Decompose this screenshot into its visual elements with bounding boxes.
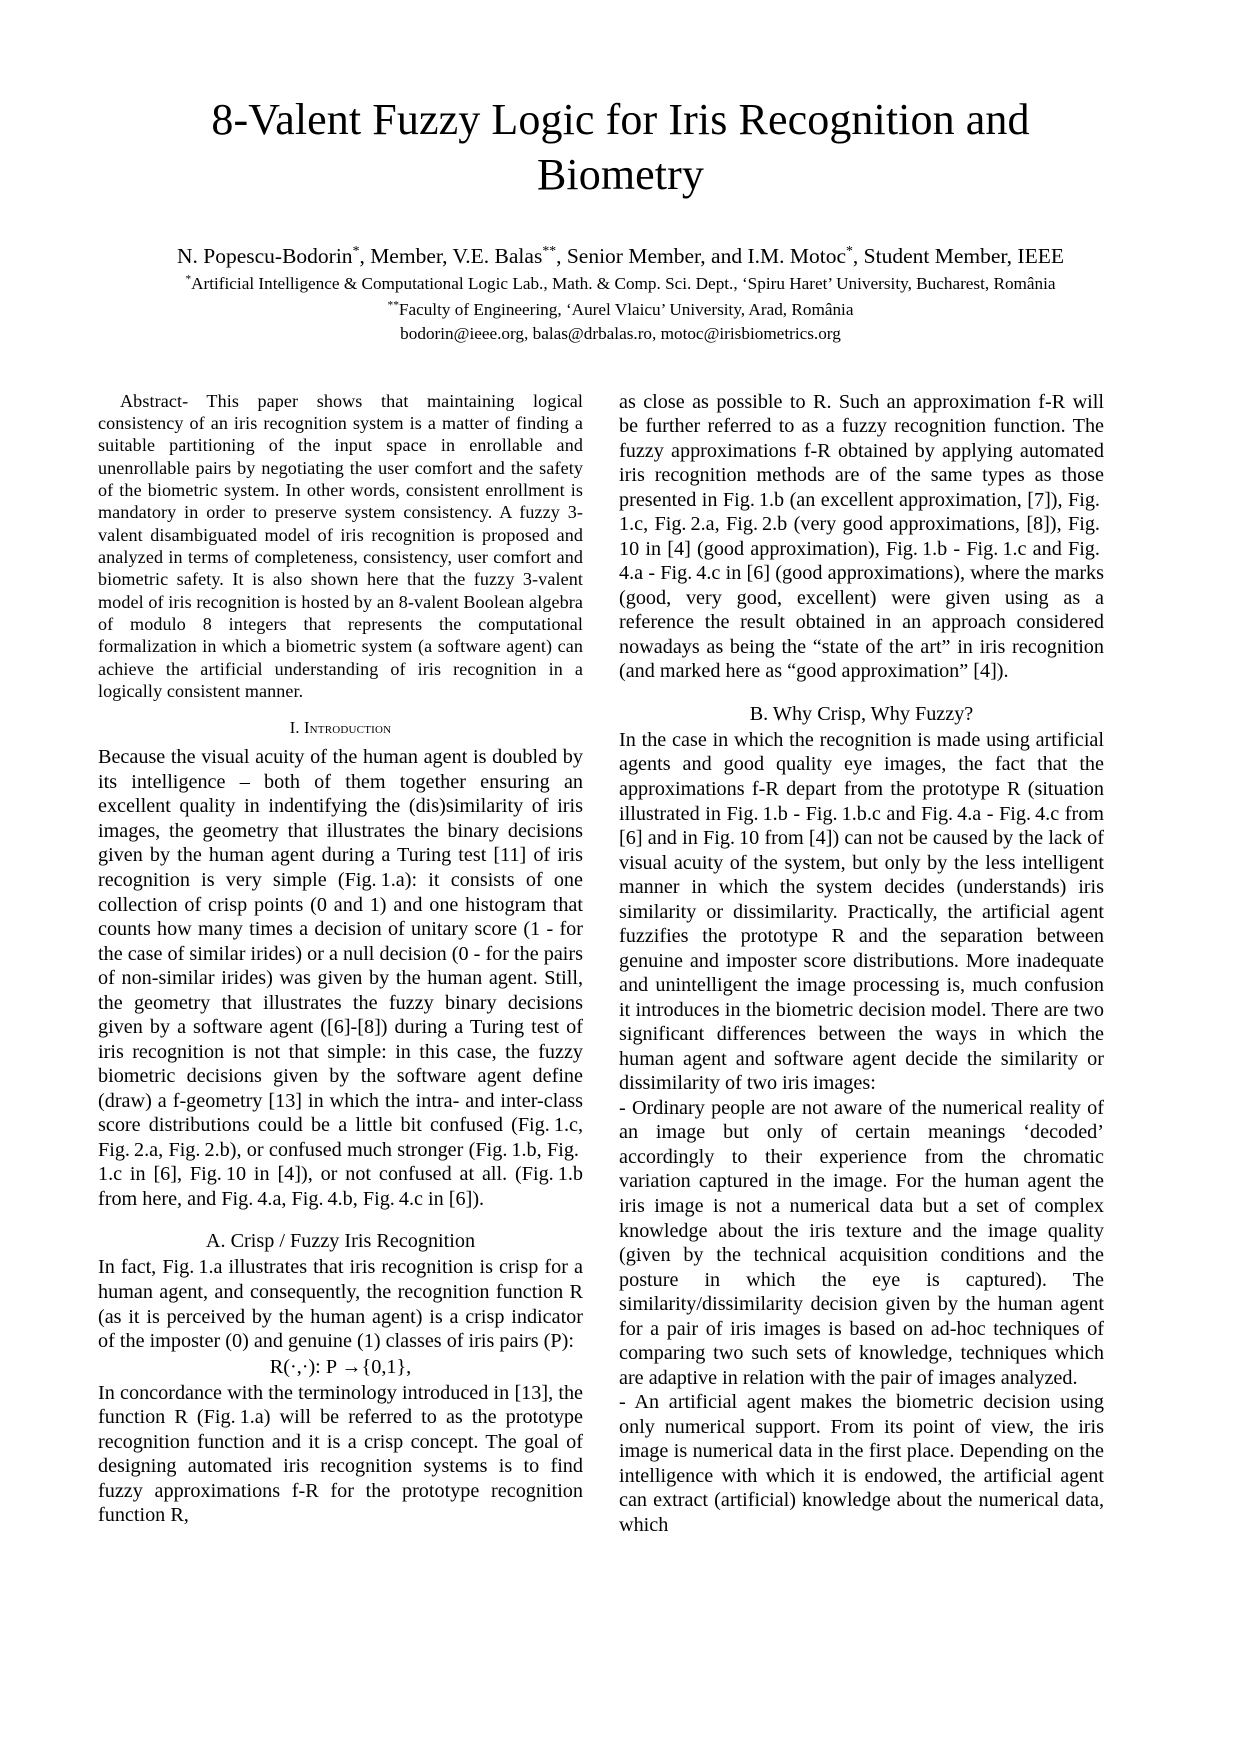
author-1-name: N. Popescu-Bodorin [176, 244, 353, 268]
author-3-role: , Student Member, IEEE [852, 244, 1064, 268]
author-3-name: I.M. Motoc [747, 244, 847, 268]
affiliation-1-text: Artificial Intelligence & Computational Logic Lab., Math. & Comp. Sci. Dept., ‘Spiru Haret’ University, Bucharest, România [191, 274, 1056, 294]
affiliation-1 [98, 272, 1143, 295]
subsection-heading-a: A. Crisp / Fuzzy Iris Recognition [205, 1230, 476, 1253]
subsection-heading-b: B. Why Crisp, Why Fuzzy? [749, 702, 974, 725]
affiliation-2 [98, 298, 1143, 321]
subsection-b-bullet-2: - An artificial agent makes the biometric decision using only numerical support. From its point of view, the iris image is numerical data in the first place. Depending on the intelligence with which it is endowed, the artificial agent can extract (artificial) knowledge about the numerical data, which [619, 1391, 1104, 1536]
author-2-name: V.E. Balas [452, 244, 543, 268]
subsection-a-paragraph-1: In fact, Fig. 1.a illustrates that iris recognition is crisp for a human agent, and consequently, the recognition function R (as it is perceived by the human agent) is a crisp indicator of the imposter (0) and genuine (1) classes of iris pairs (P): [98, 1256, 583, 1353]
subsection-b-paragraph-1: In the case in which the recognition is made using artificial agents and good quality eye images, the fact that the approximations f-R depart from the prototype R (situation illustrated in Fig. 1.b - Fig. 1.b.c and Fig. 4.a - Fig. 4.c from [6] and in Fig. 10 from [4]) can not be caused by the lack of visual acuity of the system, but only by the less intelligent manner in which the system decides (understands) iris similarity or dissimilarity. Practically, the artificial agent fuzzifies the prototype R and the separation between genuine and imposter score distributions. More inadequate and unintelligent the image processing is, much confusion it introduces in the biometric decision model. There are two significant differences between the ways in which the human agent and software agent decide the similarity or dissimilarity of two iris images: [619, 728, 1104, 1095]
subsection-a-paragraph-2: In concordance with the terminology introduced in [13], the function R (Fig. 1.a) will be referred to as the prototype recognition function and it is a crisp concept. The goal of designing automated iris recognition systems is to find fuzzy approximations f-R for the prototype recognition function R, [98, 1381, 583, 1527]
introduction-paragraph: Because the visual acuity of the human agent is doubled by its intelligence – both of them together ensuring an excellent quality in indentifying the (dis)similarity of iris images, the geometry that illustrates the binary decisions given by the human agent during a Turing test [11] of iris recognition is very simple (Fig. 1.a): it consists of one collection of crisp points (0 and 1) and one histogram that counts how many times a decision of unitary score (1 - for the case of similar irides) or a null decision (0 - for the pairs of non-similar irides) was given by the human agent. Still, the geometry that illustrates the fuzzy binary decisions given by a software agent ([6]-[8]) during a Turing test of iris recognition is not that simple: in this case, the fuzzy biometric decisions given by the software agent define (draw) a f-geometry [13] in which the intra- and inter-class score distributions could be a little bit confused (Fig. 1.c, Fig. 2.a, Fig. 2.b), or confused much stronger (Fig. 1.b, Fig. 1.c in [6], Fig. 10 in [4]), or not confused at all. (Fig. 1.b from here, and Fig. 4.a, Fig. 4.b, Fig. 4.c in [6]). [98, 746, 583, 1210]
two-column-body [98, 390, 1143, 1538]
author-2-affil-mark: ** [542, 242, 557, 258]
author-1-affil-mark: * [352, 242, 360, 258]
right-column [619, 390, 1104, 1538]
affiliation-2-text: Faculty of Engineering, ‘Aurel Vlaicu’ University, Arad, România [398, 299, 854, 319]
continuation-paragraph: as close as possible to R. Such an approximation f-R will be further referred to as a fuzzy recognition function. The fuzzy approximations f-R obtained by applying automated iris recognition methods are of the same types as those presented in Fig. 1.b (an excellent approximation, [7]), Fig. 1.c, Fig. 2.a, Fig. 2.b (very good approximations, [8]), Fig. 10 in [4] (good approximation), Fig. 1.b - Fig. 1.c and Fig. 4.a - Fig. 4.c in [6] (good approximations), where the marks (good, very good, excellent) were given using as a reference the result obtained in an approach considered nowadays as being the “state of the art” in iris recognition (and marked here as “good approximation” [4]). [619, 390, 1104, 683]
author-line [98, 242, 1143, 270]
recognition-function-equation: R(·,·): P →{0,1}, [269, 1355, 412, 1378]
author-2-role: , Senior Member, and [556, 244, 748, 268]
affiliation-2-mark: ** [387, 299, 399, 312]
affiliation-1-mark: * [185, 273, 192, 286]
left-column [98, 390, 583, 1538]
subsection-b-bullet-1: - Ordinary people are not aware of the numerical reality of an image but only of certain meanings ‘decoded’ accordingly to their experience from the chromatic variation captured in the image. For the human agent the iris image is not a numerical data but a set of complex knowledge about the iris texture and the image quality (given by the technical acquisition conditions and the posture in which the eye is captured). The similarity/dissimilarity decision given by the human agent for a pair of iris images is based on ad-hoc techniques of comparing two such sets of knowledge, techniques which are adaptive in relation with the pair of images analyzed. [619, 1096, 1104, 1389]
page-title: 8-Valent Fuzzy Logic for Iris Recognition and Biometry [211, 95, 1030, 199]
section-heading-introduction: I. Introduction [289, 718, 392, 738]
author-1-role: , Member, [359, 244, 453, 268]
author-emails: bodorin@ieee.org, balas@drbalas.ro, motoc@irisbiometrics.org [400, 324, 841, 344]
author-3-affil-mark: * [846, 242, 853, 258]
abstract-paragraph: Abstract- This paper shows that maintaining logical consistency of an iris recognition system is a matter of finding a suitable partitioning of the input space in enrollable and unenrollable pairs by negotiating the user comfort and the safety of the biometric system. In other words, consistent enrollment is mandatory in order to preserve system consistency. A fuzzy 3-valent disambiguated model of iris recognition is proposed and analyzed in terms of completeness, consistency, user comfort and biometric safety. It is also shown here that the fuzzy 3-valent model of iris recognition is hosted by an 8-valent Boolean algebra of modulo 8 integers that represents the computational formalization in which a biometric system (a software agent) can achieve the artificial understanding of iris recognition in a logically consistent manner. [98, 390, 583, 702]
